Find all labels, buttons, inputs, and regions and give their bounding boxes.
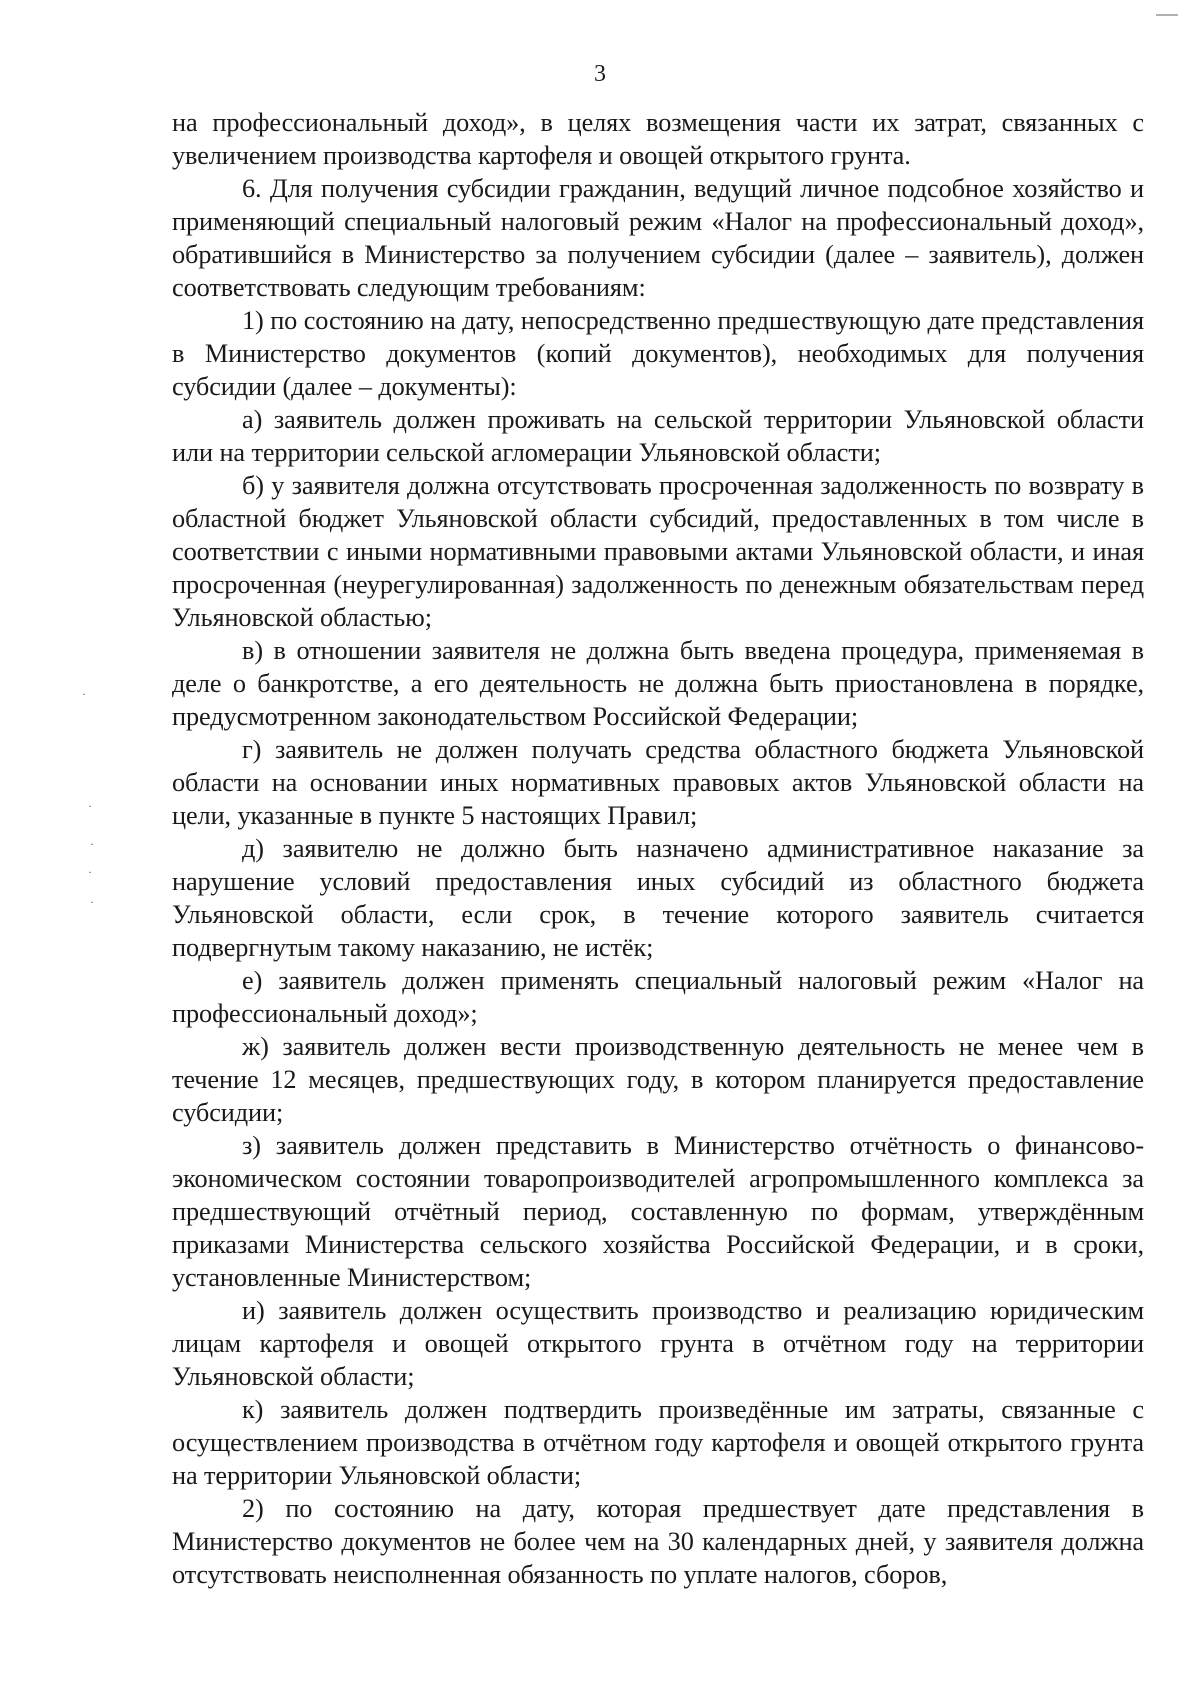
paragraph-item-a: а) заявитель должен проживать на сельской территории Ульяновской области или на территории сельской агломерации Ульяновской области; bbox=[172, 405, 1144, 467]
scan-mark bbox=[1156, 14, 1178, 16]
scan-speck: · bbox=[90, 895, 94, 909]
scan-speck: · bbox=[82, 687, 86, 701]
scan-speck: · bbox=[88, 865, 92, 879]
paragraph-subclause-1: 1) по состоянию на дату, непосредственно предшествующую дате представления в Министерство документов (копий документов), необходимых для получения субсидии (далее – документы): bbox=[172, 306, 1144, 401]
paragraph-item-d: д) заявителю не должно быть назначено административное наказание за нарушение условий предоставления иных субсидий из областного бюджета Ульяновской области, если срок, в течение которого заявитель считается подвергнутым такому наказанию, не истёк; bbox=[172, 834, 1144, 962]
scan-speck: · bbox=[88, 799, 92, 813]
paragraph-clause-6: 6. Для получения субсидии гражданин, ведущий личное подсобное хозяйство и применяющий специальный налоговый режим «Налог на профессиональный доход», обратившийся в Министерство за получением субсидии (далее – заявитель), должен соответствовать следующим требованиям: bbox=[172, 174, 1144, 302]
paragraph-item-i: и) заявитель должен осуществить производство и реализацию юридическим лицам картофеля и овощей открытого грунта в отчётном году на территории Ульяновской области; bbox=[172, 1296, 1144, 1391]
paragraph-item-v: в) в отношении заявителя не должна быть введена процедура, применяемая в деле о банкротстве, а его деятельность не должна быть приостановлена в порядке, предусмотренном законодательством Российской Федерации; bbox=[172, 636, 1144, 731]
paragraph: на профессиональный доход», в целях возмещения части их затрат, связанных с увеличением производства картофеля и овощей открытого грунта. bbox=[172, 108, 1144, 170]
paragraph-item-g: г) заявитель не должен получать средства областного бюджета Ульяновской области на основании иных нормативных правовых актов Ульяновской области на цели, указанные в пункте 5 настоящих Правил; bbox=[172, 735, 1144, 830]
paragraph-item-k: к) заявитель должен подтвердить произведённые им затраты, связанные с осуществлением производства в отчётном году картофеля и овощей открытого грунта на территории Ульяновской области; bbox=[172, 1395, 1144, 1490]
paragraph-item-b: б) у заявителя должна отсутствовать просроченная задолженность по возврату в областной бюджет Ульяновской области субсидий, предоставленных в том числе в соответствии с иными нормативными правовыми актами Ульяновской области, и иная просроченная (неурегулированная) задолженность по денежным обязательствам перед Ульяновской областью; bbox=[172, 471, 1144, 632]
paragraph-subclause-2: 2) по состоянию на дату, которая предшествует дате представления в Министерство документов не более чем на 30 календарных дней, у заявителя должна отсутствовать неисполненная обязанность по уплате налогов, сборов, bbox=[172, 1494, 1144, 1589]
paragraph-item-e: е) заявитель должен применять специальный налоговый режим «Налог на профессиональный доход»; bbox=[172, 966, 1144, 1028]
paragraph-item-zh: ж) заявитель должен вести производственную деятельность не менее чем в течение 12 месяцев, предшествующих году, в котором планируется предоставление субсидии; bbox=[172, 1032, 1144, 1127]
scan-speck: · bbox=[90, 837, 94, 851]
paragraph-item-z: з) заявитель должен представить в Министерство отчётность о финансово-экономическом состоянии товаропроизводителей агропромышленного комплекса за предшествующий отчётный период, составленную по формам, утверждённым приказами Министерства сельского хозяйства Российской Федерации, и в сроки, установленные Министерством; bbox=[172, 1131, 1144, 1292]
document-body bbox=[172, 106, 1144, 1591]
page-number: 3 bbox=[594, 61, 606, 87]
